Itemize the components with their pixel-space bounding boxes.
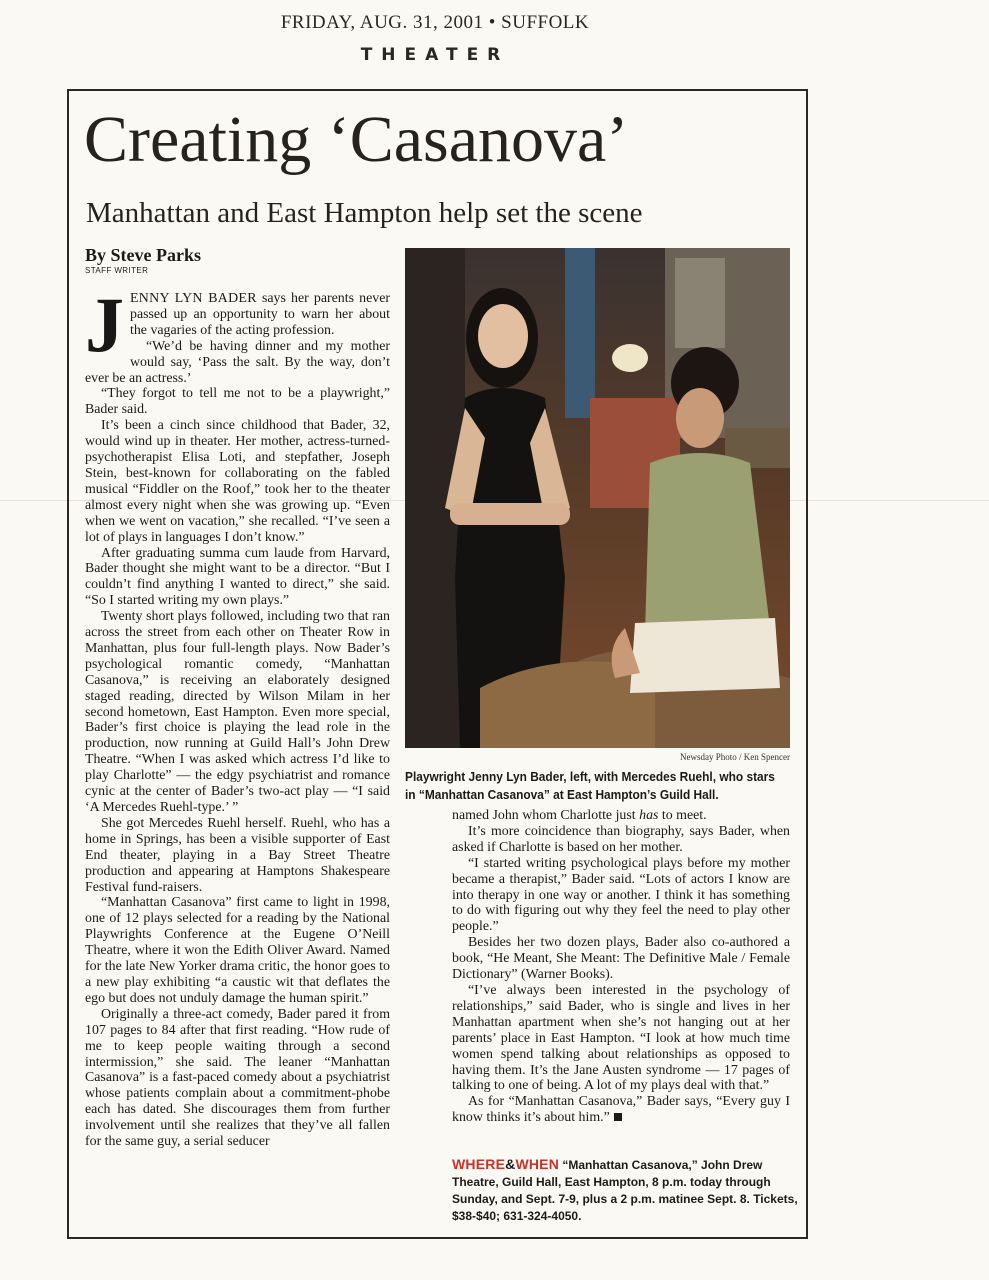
byline-role: STAFF WRITER bbox=[85, 266, 149, 275]
paragraph: It’s more coincidence than biography, says Bader, when asked if Charlotte is based on her mother. bbox=[452, 823, 790, 855]
paragraph: She got Mercedes Ruehl herself. Ruehl, who has a home in Springs, has been a visible supporter of East End theater, playing in a Bay Street Theatre production and appearing at Hamptons Shakespeare Festival fund-raisers. bbox=[85, 815, 390, 895]
paragraph: Originally a three-act comedy, Bader pared it from 107 pages to 84 after that first reading. “How rude of me to keep people waiting through a second intermission,” she said. The leaner “Manhattan Casanova” is a fast-paced comedy about a psychiatrist whose patients complain about a commitment-phobe each has dated. She discourages them from further involvement until she realizes that they’ve all fallen for the same guy, a serial seducer bbox=[85, 1006, 390, 1150]
when-label: WHEN bbox=[515, 1156, 560, 1172]
paragraph: “I started writing psychological plays before my mother became a therapist,” Bader said. “Lots of actors I know are into therapy in one way or another. I think it has something to do with figuring out why they feel the need to play other people.” bbox=[452, 855, 790, 935]
paragraph: “We’d be having dinner and my mother would say, ‘Pass the salt. By the way, don’t ever be an actress.’ bbox=[85, 338, 390, 386]
paragraph: Twenty short plays followed, including two that ran across the street from each other on Theater Row in Manhattan, plus four full-length plays. Now Bader’s psychological romantic comedy, “Manhattan Casanova,” is receiving an elaborately designed staged reading, directed by Wilson Milam in her second hometown, East Hampton. Even more special, Bader’s first choice is playing the lead role in the production, now running at Guild Hall’s John Drew Theatre. “When I was asked which actress I’d like to play Charlotte” — the edgy psychiatrist and romance cynic at the center of Bader’s two-act play — “I said ‘A Mercedes Ruehl-type.’ ” bbox=[85, 609, 390, 815]
article-column-1 bbox=[85, 281, 390, 1150]
paragraph: “I’ve always been interested in the psychology of relationships,” said Bader, who is single and lives in her Manhattan apartment when she’s not hanging out at her parents’ place in East Hampton. “I look at how much time women spend talking about relationships as opposed to having them. It’s the Jane Austen syndrome — 17 pages of talking to one of being. A lot of my plays deal with that.” bbox=[452, 982, 790, 1094]
paragraph: “Manhattan Casanova” first came to light in 1998, one of 12 plays selected for a reading by the National Playwrights Conference at the Eugene O’Neill Theatre, where it won the Edith Oliver Award. Named for the late New Yorker drama critic, the honor goes to a new play exhibiting “a caustic wit that deflates the ego but does not unduly damage the human spirit.” bbox=[85, 895, 390, 1006]
lead-text: says her parents never passed up an opportunity to warn her about the vagaries of the acting profession. bbox=[130, 291, 390, 338]
where-label: WHERE bbox=[452, 1156, 506, 1172]
section-label: THEATER bbox=[360, 45, 510, 65]
final-paragraph bbox=[452, 1094, 790, 1126]
end-mark-icon bbox=[614, 1113, 622, 1121]
where-when-label bbox=[452, 1156, 559, 1172]
text-run: As for “Manhattan Casanova,” Bader says, “Every guy I know thinks it’s about him.” bbox=[452, 1094, 790, 1126]
text-run: to meet. bbox=[658, 808, 707, 823]
article-photo bbox=[405, 248, 790, 748]
photo-caption: Playwright Jenny Lyn Bader, left, with Mercedes Ruehl, who stars in “Manhattan Casanova” at East Hampton’s Guild Hall. bbox=[405, 769, 775, 802]
paragraph: It’s been a cinch since childhood that Bader, 32, would wind up in theater. Her mother, actress-turned-psychotherapist Elisa Loti, and stepfather, Joseph Stein, best-known for collaborating on the fabled musical “Fiddler on the Roof,” took her to the theater almost every night when she was growing up. “Even when we went on vacation,” she recalled. “I’ve seen a lot of plays in languages I don’t know.” bbox=[85, 418, 390, 545]
where-when-box bbox=[452, 1156, 802, 1225]
byline: By Steve Parks bbox=[85, 245, 201, 265]
article-column-2 bbox=[452, 808, 790, 1126]
paragraph bbox=[452, 808, 790, 824]
headline: Creating ‘Casanova’ bbox=[84, 103, 629, 176]
drop-cap: J bbox=[85, 281, 124, 368]
paragraph: After graduating summa cum laude from Harvard, Bader thought she might want to be a director. “But I couldn’t find anything I wanted to direct,” she said. “So I started writing my own plays.” bbox=[85, 545, 390, 609]
paragraph: “They forgot to tell me not to be a playwright,” Bader said. bbox=[85, 386, 390, 418]
photo-credit: Newsday Photo / Ken Spencer bbox=[680, 752, 790, 762]
paragraph: Besides her two dozen plays, Bader also co-authored a book, “He Meant, She Meant: The Definitive Male / Female Dictionary” (Warner Books). bbox=[452, 935, 790, 983]
subheadline: Manhattan and East Hampton help set the scene bbox=[86, 197, 643, 229]
dateline: FRIDAY, AUG. 31, 2001 • SUFFOLK bbox=[280, 12, 590, 33]
where-when-text: “Manhattan Casanova,” John Drew Theatre, Guild Hall, East Hampton, 8 p.m. today through Sunday, and Sept. 7-9, plus a 2 p.m. matinee Sept. 8. Tickets, $38-$40; 631-324-4050. bbox=[452, 1158, 798, 1223]
lead-caps: ENNY LYN BADER bbox=[130, 291, 257, 306]
photo-illustration bbox=[405, 248, 790, 748]
text-run: named John whom Charlotte just bbox=[452, 808, 640, 823]
emphasis: has bbox=[639, 808, 659, 823]
ampersand: & bbox=[505, 1156, 516, 1172]
